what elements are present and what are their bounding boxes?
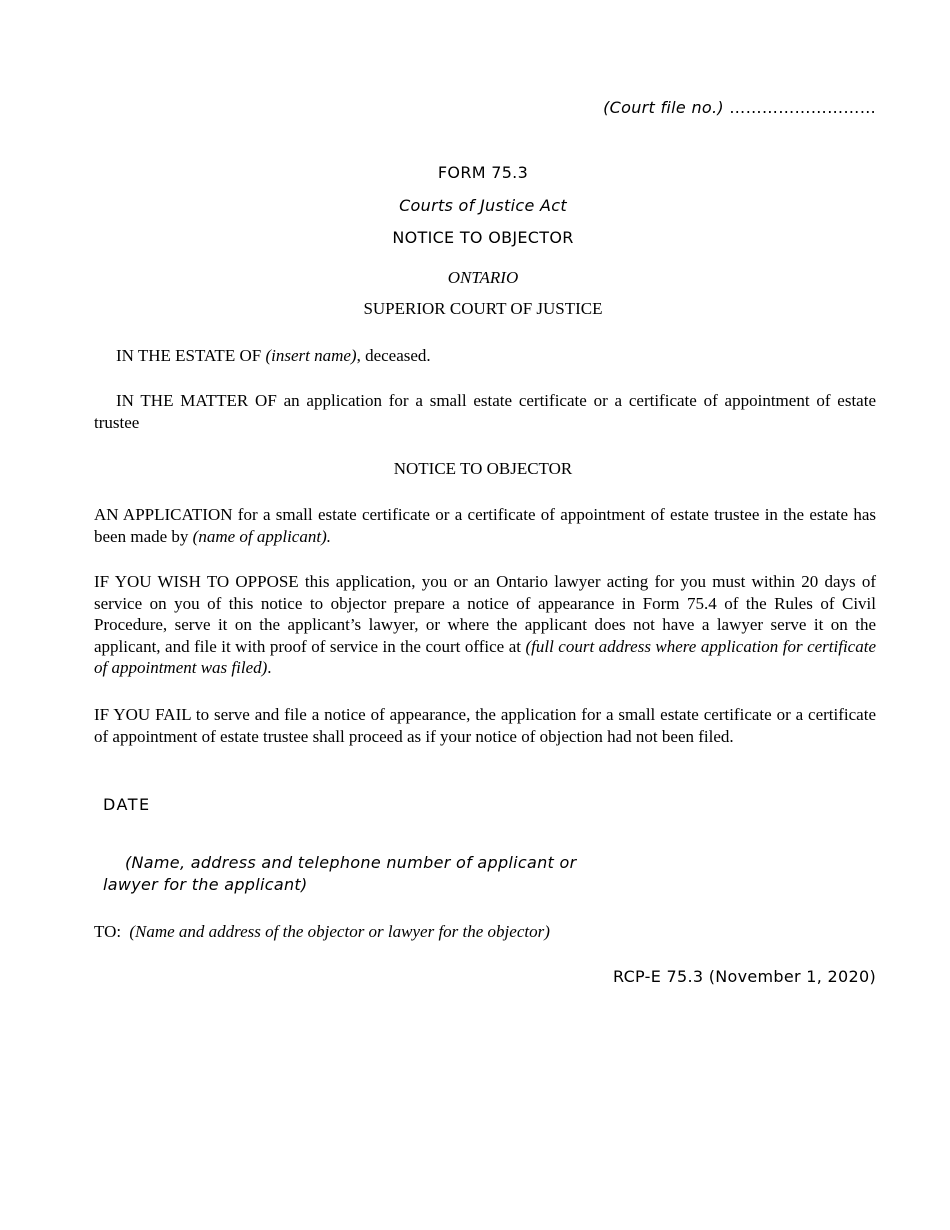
- to-label: TO:: [94, 922, 122, 941]
- court-name: SUPERIOR COURT OF JUSTICE: [363, 299, 603, 318]
- to-line: [94, 922, 550, 942]
- oppose-end: .: [267, 658, 272, 677]
- act-name: Courts of Justice Act: [399, 196, 567, 215]
- objector-placeholder: (Name and address of the objector or lawyer for the objector): [129, 922, 550, 941]
- applicant-name-placeholder: (name of applicant).: [192, 527, 331, 546]
- oppose-paragraph: [94, 571, 876, 679]
- estate-name-placeholder: (insert name): [265, 346, 357, 365]
- form-name: NOTICE TO OBJECTOR: [392, 228, 574, 247]
- estate-prefix: IN THE ESTATE OF: [116, 346, 262, 365]
- form-code: RCP-E 75.3 (November 1, 2020): [612, 967, 876, 986]
- applicant-block-line1: (Name, address and telephone number of applicant or: [125, 853, 577, 872]
- estate-suffix: , deceased.: [356, 346, 431, 365]
- application-paragraph: [94, 504, 876, 548]
- fail-paragraph: IF YOU FAIL to serve and file a notice of appearance, the application for a small estate certificate or a certificate of appointment of estate trustee shall proceed as if your notice of objection had not been filed.: [94, 705, 876, 746]
- province: ONTARIO: [447, 268, 519, 287]
- applicant-block-line2: lawyer for the applicant): [103, 875, 308, 894]
- oppose-text: IF YOU WISH TO OPPOSE this application, you or an Ontario lawyer acting for you must within 20 days of service on you of this notice to objector prepare a notice of appearance in Form 75.4 of the Rules of Civil Procedure, serve it on the applicant’s lawyer, or where the applicant does not have a lawyer serve it on the applicant, and file it with proof of service in the court office at: [94, 572, 876, 656]
- applicant-signature-block: [103, 852, 576, 896]
- court-address-placeholder: (full court address where application for certificate of appointment was filed): [94, 636, 877, 677]
- notice-heading: NOTICE TO OBJECTOR: [393, 459, 573, 478]
- court-file-blank: ………………………: [729, 98, 876, 117]
- estate-line: [116, 346, 431, 366]
- court-file-label: (Court file no.): [603, 98, 724, 117]
- application-text: AN APPLICATION for a small estate certificate or a certificate of appointment of estate trustee in the estate has been made by: [94, 505, 876, 546]
- court-file-number-line: [603, 98, 876, 117]
- form-number: FORM 75.3: [437, 163, 529, 182]
- date-label: DATE: [103, 795, 151, 814]
- matter-paragraph: IN THE MATTER OF an application for a small estate certificate or a certificate of appointment of estate trustee: [94, 391, 876, 432]
